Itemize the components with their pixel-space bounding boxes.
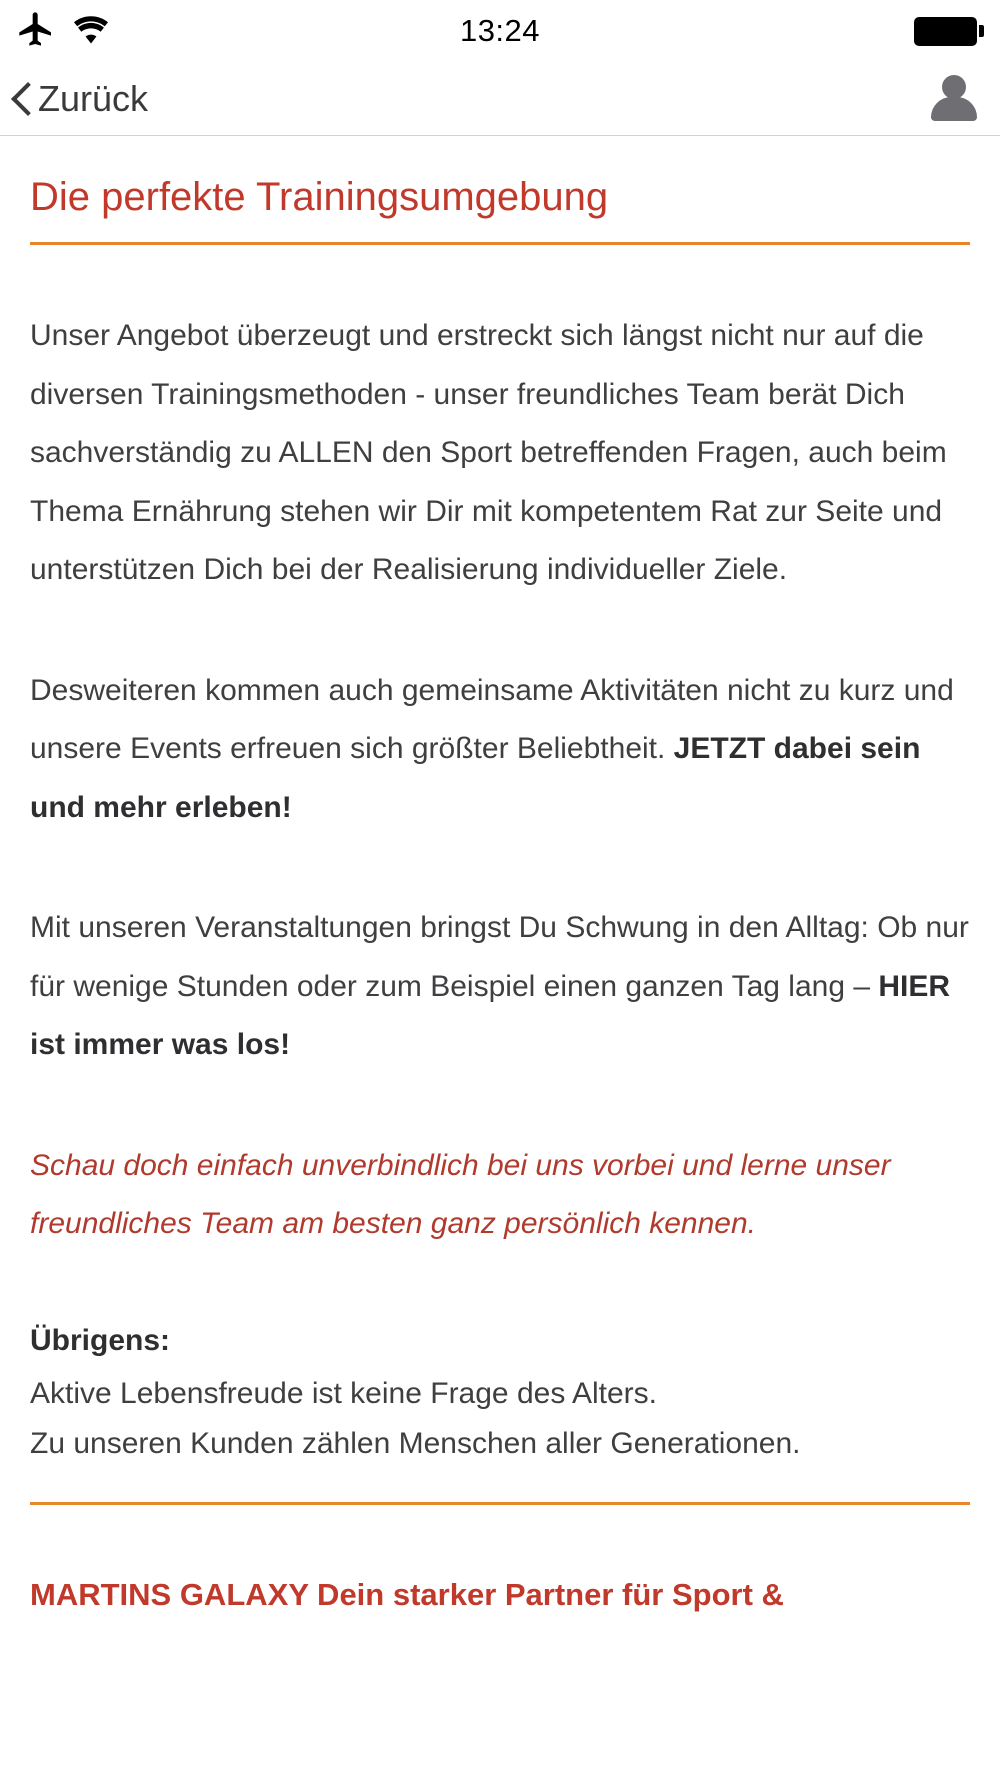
paragraph-veranstaltungen bbox=[30, 899, 970, 1075]
battery-full-icon bbox=[914, 16, 984, 46]
paragraph-intro: Unser Angebot überzeugt und erstreckt sich längst nicht nur auf die diversen Trainingsmethoden - unser freundliches Team berät Dich sachverständig zu ALLEN den Sport betreffenden Fragen, auch beim Thema Ernährung stehen wir Dir mit kompetentem Rat zur Seite und unterstützen Dich bei der Realisierung individueller Ziele. bbox=[30, 319, 947, 586]
paragraph-veranstaltungen-emphasis: HIER ist immer was los! bbox=[30, 969, 951, 1061]
paragraph-uebrigens bbox=[30, 1316, 970, 1469]
uebrigens-line-2: Zu unseren Kunden zählen Menschen aller Generationen. bbox=[30, 1426, 801, 1460]
footer-heading: MARTINS GALAXY Dein starker Partner für Sport & bbox=[30, 1577, 784, 1612]
back-button[interactable] bbox=[10, 77, 149, 119]
paragraph-events-emphasis: JETZT dabei sein und mehr erleben! bbox=[30, 732, 921, 824]
chevron-left-icon bbox=[10, 80, 32, 118]
back-button-label: Zurück bbox=[38, 77, 149, 119]
person-icon[interactable] bbox=[926, 71, 982, 127]
status-bar bbox=[0, 0, 1000, 62]
divider-bottom bbox=[30, 1502, 970, 1505]
uebrigens-label: Übrigens: bbox=[30, 1323, 171, 1357]
page-title: Die perfekte Trainingsumgebung bbox=[30, 175, 609, 219]
article-content bbox=[0, 174, 1000, 1615]
paragraph-events bbox=[30, 662, 970, 838]
paragraph-invitation: Schau doch einfach unverbindlich bei uns vorbei und lerne unser freundliches Team am besten ganz persönlich kennen. bbox=[30, 1148, 891, 1240]
paragraph-veranstaltungen-text: Mit unseren Veranstaltungen bringst Du Schwung in den Alltag: Ob nur für wenige Stunden oder zum Beispiel einen ganzen Tag lang – bbox=[30, 911, 969, 1003]
status-bar-clock: 13:24 bbox=[459, 13, 541, 48]
navigation-bar bbox=[0, 62, 1000, 136]
navigation-bar-right bbox=[926, 71, 982, 127]
uebrigens-line-1: Aktive Lebensfreude ist keine Frage des Alters. bbox=[30, 1377, 658, 1410]
status-bar-right bbox=[914, 16, 984, 46]
divider-top bbox=[30, 242, 970, 245]
paragraph-events-text: Desweiteren kommen auch gemeinsame Aktivitäten nicht zu kurz und unsere Events erfreuen sich größter Beliebtheit. bbox=[30, 673, 954, 765]
